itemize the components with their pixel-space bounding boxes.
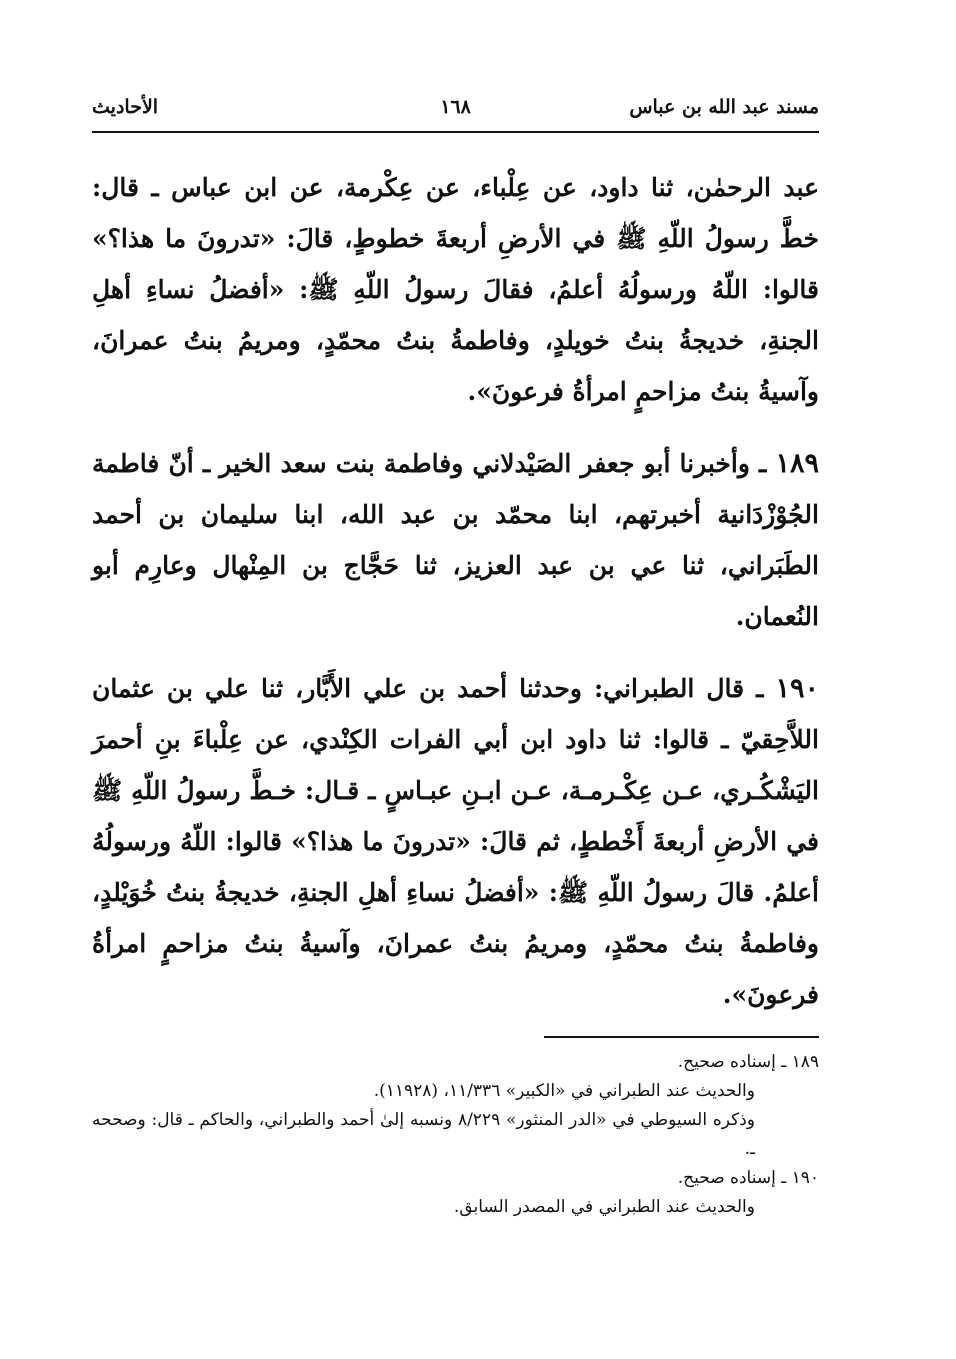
- main-text: [92, 162, 819, 1020]
- paragraph-continuation: [92, 162, 819, 417]
- hadith-text: ـ قال الطبراني: وحدثنا أحمد بن علي الأَبَّار، ثنا علي بن عثمان اللاَّحِقيّ ـ قالوا: ثنا داود ابن أبي الفرات الكِنْدي، عن عِلْباءَ بنِ أحمرَ اليَشْكُـري، عـن عِكْـرمـة، عـن ابـنِ عبـاسٍ ـ قـال: خـطَّ رسولُ اللّهِ ﷺ في الأرضِ أربعةَ أَخْططٍ، ثم قالَ: «تدرونَ ما هذا؟» قالوا: اللّهُ ورسولُهُ أعلمُ. قالَ رسولُ اللّهِ ﷺ: «أفضلُ نساءِ أهلِ الجنةِ، خديجةُ بنتُ خُوَيْلدٍ، وفاطمةُ بنتُ محمّدٍ، ومريمُ بنتُ عمرانَ، وآسيةُ بنتُ مزاحمٍ امرأةُ فرعونَ».: [92, 674, 819, 1009]
- footnote-189-heading: ١٨٩ ـ إسناده صحيح.: [677, 1052, 819, 1072]
- footnote-190-heading: ١٩٠ ـ إسناده صحيح.: [677, 1168, 819, 1188]
- running-header: [92, 92, 819, 132]
- header-divider: [92, 131, 819, 133]
- footnote-189-note: وذكره السيوطي في «الدر المنثور» ٨/٢٢٩ ونسبه إلىٰ أحمد والطبراني، والحاكم ـ قال: وصححه ـ.: [92, 1110, 755, 1159]
- footnote-190-source: والحديث عند الطبراني في المصدر السابق.: [453, 1197, 755, 1217]
- footnotes: [92, 1048, 819, 1222]
- paragraph-text: عبد الرحمٰن، ثنا داود، عن عِلْباء، عن عِكْرمة، عن ابن عباس ـ قال: خطَّ رسولُ اللّهِ ﷺ في الأرضِ أربعةَ خطوطٍ، قالَ: «تدرونَ ما هذا؟» قالوا: اللّهُ ورسولُهُ أعلمُ، فقالَ رسولُ اللّهِ ﷺ: «أفضلُ نساءِ أهلِ الجنةِ، خديجةُ بنتُ خويلدٍ، وفاطمةُ بنتُ محمّدٍ، ومريمُ بنتُ عمرانَ، وآسيةُ بنتُ مزاحمٍ امرأةُ فرعونَ».: [92, 173, 820, 406]
- book-title: مسند عبد الله بن عباس: [629, 96, 819, 118]
- footnote-divider: [544, 1036, 819, 1038]
- hadith-number: ١٨٩: [775, 448, 819, 479]
- hadith-189: [92, 438, 819, 642]
- footnote-189-source: والحديث عند الطبراني في «الكبير» ١١/٣٣٦، (١١٩٢٨).: [373, 1081, 755, 1101]
- hadith-text: ـ وأخبرنا أبو جعفر الصَيْدلاني وفاطمة بنت سعد الخير ـ أنّ فاطمة الجُوْزْدَانية أخبرتهم، ابنا محمّد بن عبد الله، ابنا سليمان بن أحمد الطَبَراني، ثنا عي بن عبد العزيز، ثنا حَجَّاج بن المِنْهال وعارِم أبو النُعمان.: [92, 449, 819, 631]
- section-title: الأحاديث: [92, 96, 159, 118]
- hadith-190: [92, 663, 819, 1020]
- page-number: ١٦٨: [440, 96, 471, 118]
- hadith-number: ١٩٠: [775, 673, 819, 704]
